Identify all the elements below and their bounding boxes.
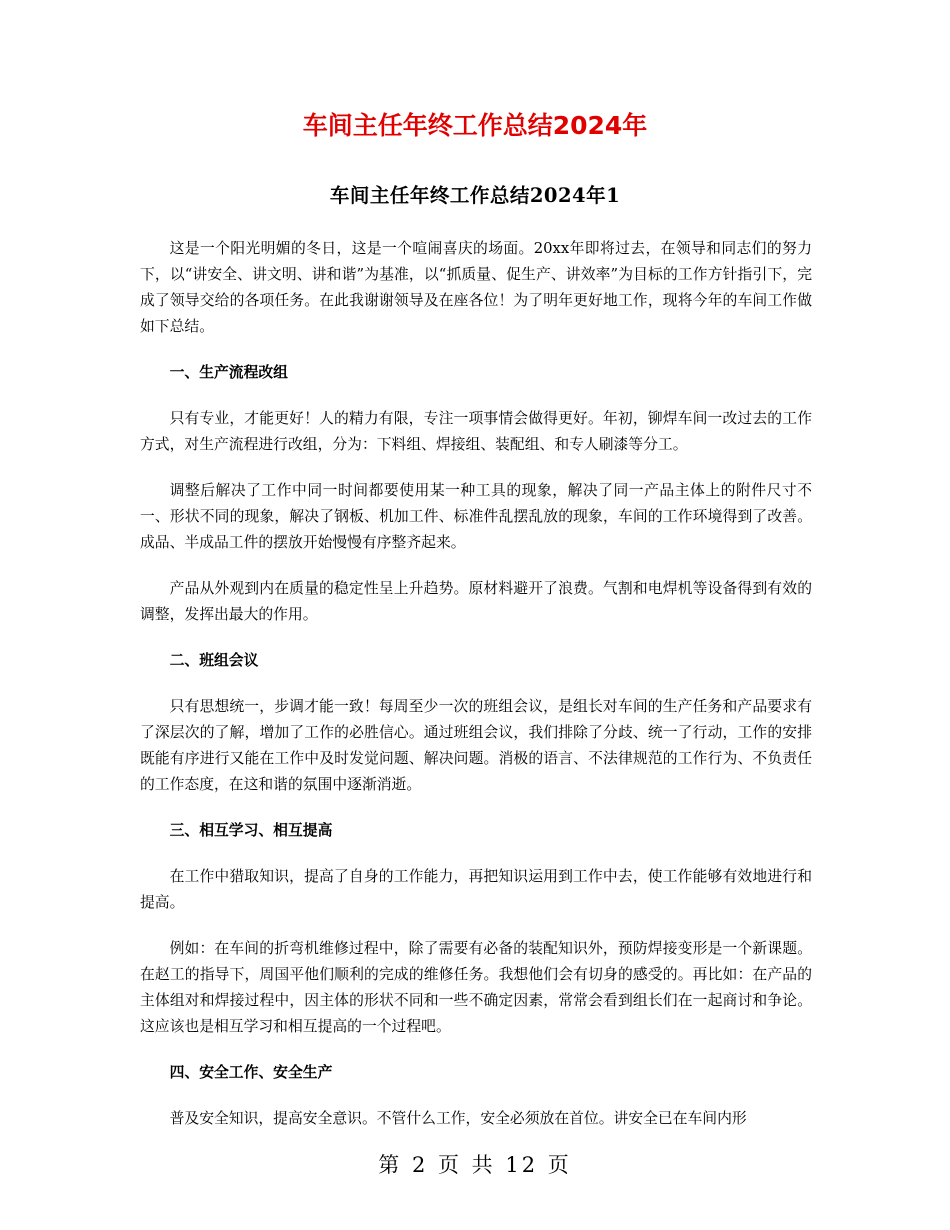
page-number-footer: 第 2 页 共 12 页 <box>378 1153 572 1177</box>
paragraph: 只有专业，才能更好！人的精力有限，专注一项事情会做得更好。年初，铆焊车间一改过去的工作方式，对生产流程进行改组，分为：下料组、焊接组、装配组、和专人刷漆等分工。 <box>140 410 812 453</box>
section-heading-learning: 三、相互学习、相互提高 <box>169 822 333 839</box>
paragraph: 调整后解决了工作中同一时间都要使用某一种工具的现象，解决了同一产品主体上的附件尺寸不一、形状不同的现象，解决了钢板、机加工件、标准件乱摆乱放的现象，车间的工作环境得到了改善。成品、半成品工件的摆放开始慢慢有序整齐起来。 <box>140 482 812 551</box>
section-heading-production: 一、生产流程改组 <box>169 364 288 381</box>
document-title: 车间主任年终工作总结2024年 <box>302 111 648 140</box>
paragraph: 产品从外观到内在质量的稳定性呈上升趋势。原材料避开了浪费。气割和电焊机等设备得到有效的调整，发挥出最大的作用。 <box>140 580 812 623</box>
document-body <box>140 236 812 1132</box>
paragraph: 只有思想统一，步调才能一致！每周至少一次的班组会议，是组长对车间的生产任务和产品要求有了深层次的了解，增加了工作的必胜信心。通过班组会议，我们排除了分歧、统一了行动，工作的安排既能有序进行又能在工作中及时发觉问题、解决问题。消极的语言、不法律规范的工作行为、不负责任的工作态度，在这和谐的氛围中逐渐消逝。 <box>140 698 812 793</box>
section-heading-meetings: 二、班组会议 <box>169 652 259 669</box>
paragraph: 普及安全知识，提高安全意识。不管什么工作，安全必须放在首位。讲安全已在车间内形 <box>169 1110 747 1127</box>
section-heading-safety: 四、安全工作、安全生产 <box>169 1064 333 1081</box>
intro-paragraph: 这是一个阳光明媚的冬日，这是一个喧闹喜庆的场面。20xx年即将过去，在领导和同志们的努力下，以“讲安全、讲文明、讲和谐”为基准，以“抓质量、促生产、讲效率”为目标的工作方针指引下，完成了领导交给的各项任务。在此我谢谢领导及在座各位！为了明年更好地工作，现将今年的车间工作做如下总结。 <box>140 240 812 335</box>
paragraph: 例如：在车间的折弯机维修过程中，除了需要有必备的装配知识外，预防焊接变形是一个新课题。在赵工的指导下，周国平他们顺利的完成的维修任务。我想他们会有切身的感受的。再比如：在产品的主体组对和焊接过程中，因主体的形状不同和一些不确定因素，常常会看到组长们在一起商讨和争论。这应该也是相互学习和相互提高的一个过程吧。 <box>140 940 812 1035</box>
document-subtitle: 车间主任年终工作总结2024年1 <box>329 184 621 207</box>
paragraph: 在工作中猎取知识，提高了自身的工作能力，再把知识运用到工作中去，使工作能够有效地进行和提高。 <box>140 868 812 911</box>
